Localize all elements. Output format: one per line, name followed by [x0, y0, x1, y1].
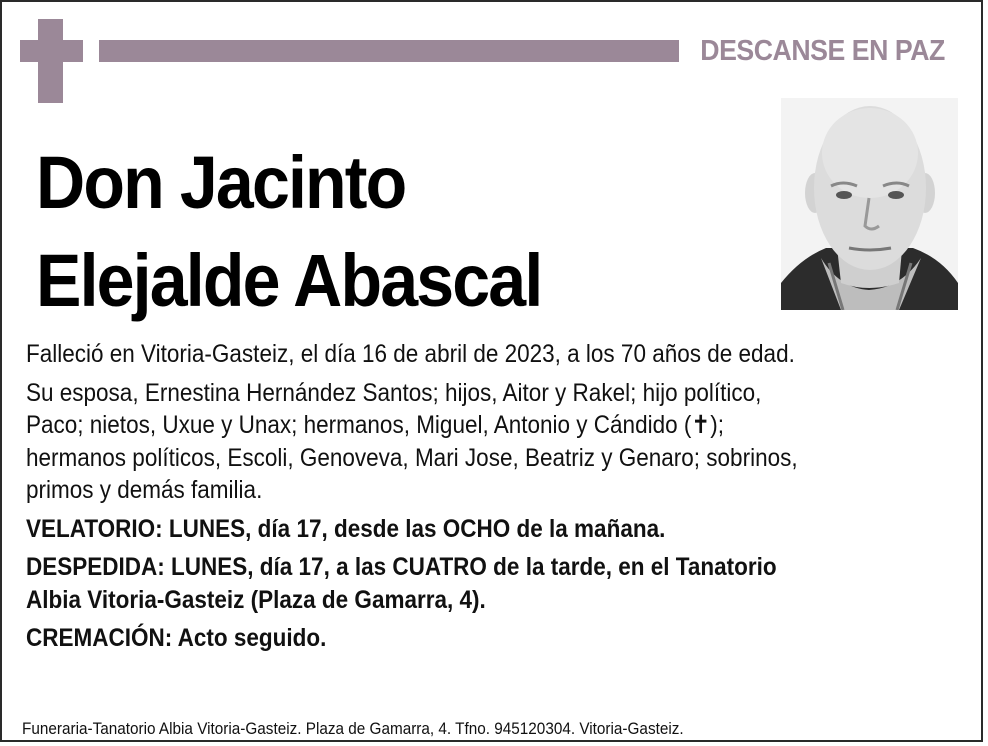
notice-body	[26, 338, 980, 661]
family-line-4: primos y demás familia.	[26, 476, 263, 504]
despedida-info	[26, 551, 980, 616]
family-line-1: Su esposa, Ernestina Hernández Santos; hijos, Aitor y Rakel; hijo político,	[26, 378, 762, 407]
despedida-line-2: Albia Vitoria-Gasteiz (Plaza de Gamarra, 4).	[26, 585, 486, 614]
header-title: DESCANSE EN PAZ	[700, 35, 945, 67]
header-rule	[99, 40, 679, 62]
cross-icon-bar	[20, 40, 83, 62]
cremacion-info: CREMACIÓN: Acto seguido.	[26, 624, 327, 652]
family-list	[26, 377, 980, 507]
deceased-name	[36, 134, 541, 330]
death-info: Falleció en Vitoria-Gasteiz, el día 16 de abril de 2023, a los 70 años de edad.	[26, 340, 795, 368]
despedida-line-1: DESPEDIDA: LUNES, día 17, a las CUATRO de la tarde, en el Tanatorio	[26, 553, 777, 581]
velatorio-info: VELATORIO: LUNES, día 17, desde las OCHO de la mañana.	[26, 514, 666, 543]
portrait-photo	[781, 98, 958, 310]
name-line-1: Don Jacinto	[36, 141, 406, 224]
family-line-2: Paco; nietos, Uxue y Unax; hermanos, Miguel, Antonio y Cándido (✝);	[26, 411, 724, 439]
name-line-2: Elejalde Abascal	[36, 239, 542, 322]
funeral-home-footer: Funeraria-Tanatorio Albia Vitoria-Gasteiz. Plaza de Gamarra, 4. Tfno. 945120304. Vitoria-Gasteiz.	[22, 719, 684, 738]
portrait-image-icon	[781, 98, 958, 310]
family-line-3: hermanos políticos, Escoli, Genoveva, Mari Jose, Beatriz y Genaro; sobrinos,	[26, 443, 798, 472]
